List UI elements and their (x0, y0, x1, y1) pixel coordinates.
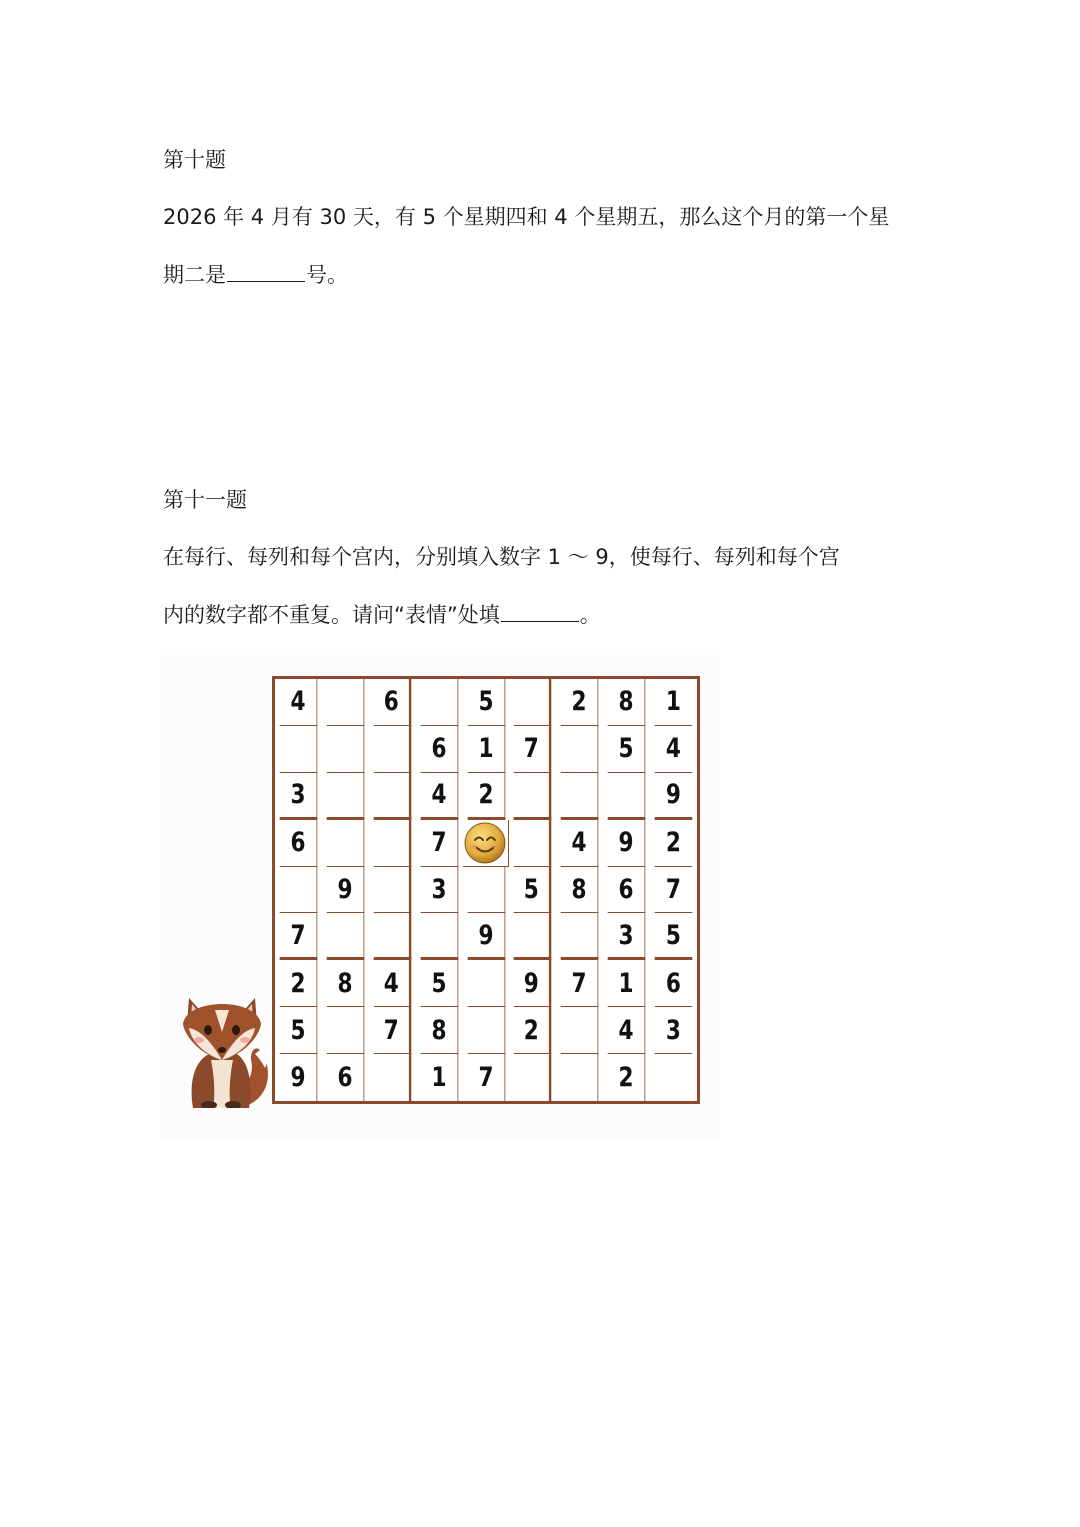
sudoku-cell-r8-c5 (467, 1007, 505, 1054)
fox-icon (175, 990, 271, 1108)
question-10-text-after-blank: 号。 (306, 263, 348, 287)
sudoku-digit: 8 (571, 873, 587, 905)
sudoku-cell-r1-c8 (608, 679, 646, 726)
sudoku-digit: 4 (431, 779, 447, 811)
sudoku-cell-r2-c9 (655, 726, 693, 773)
smiley-face-icon (463, 821, 507, 865)
sudoku-cell-r2-c4 (420, 726, 458, 773)
sudoku-cell-r7-c4 (420, 960, 458, 1007)
sudoku-cell-r6-c5 (467, 913, 505, 960)
question-10-title: 第十题 (163, 148, 226, 172)
sudoku-cell-r1-c3 (373, 679, 411, 726)
sudoku-digit: 1 (666, 686, 682, 718)
question-10-text-before-blank: 期二是 (163, 263, 226, 287)
sudoku-cell-r6-c6 (514, 913, 552, 960)
sudoku-digit: 7 (290, 919, 306, 951)
sudoku-cell-r7-c7 (561, 960, 599, 1007)
sudoku-cell-r2-c2 (327, 726, 365, 773)
sudoku-cell-r5-c9 (655, 867, 693, 914)
sudoku-cell-r4-c7 (561, 820, 599, 867)
question-11-text-line2 (163, 599, 601, 630)
question-11-title: 第十一题 (163, 488, 247, 512)
sudoku-cell-r7-c8 (608, 960, 646, 1007)
sudoku-digit: 2 (571, 686, 587, 718)
sudoku-digit: 4 (383, 967, 399, 999)
sudoku-digit: 2 (618, 1062, 634, 1094)
sudoku-cell-r3-c3 (373, 773, 411, 820)
sudoku-cell-r2-c1 (280, 726, 318, 773)
sudoku-digit: 5 (524, 873, 540, 905)
sudoku-cell-r3-c7 (561, 773, 599, 820)
sudoku-cell-r4-c2 (327, 820, 365, 867)
sudoku-digit: 8 (337, 967, 353, 999)
sudoku-cell-r5-c3 (373, 867, 411, 914)
sudoku-cell-r8-c9 (655, 1007, 693, 1054)
sudoku-cell-r3-c2 (327, 773, 365, 820)
sudoku-cell-r5-c6 (514, 867, 552, 914)
sudoku-cell-r6-c2 (327, 913, 365, 960)
sudoku-digit: 6 (431, 733, 447, 765)
sudoku-cell-r1-c5 (467, 679, 505, 726)
sudoku-digit: 5 (666, 919, 682, 951)
sudoku-cell-r9-c8 (608, 1054, 646, 1101)
sudoku-cell-r3-c8 (608, 773, 646, 820)
question-11-text-after-blank: 。 (579, 603, 601, 627)
sudoku-digit: 9 (290, 1062, 306, 1094)
sudoku-digit: 1 (431, 1062, 447, 1094)
sudoku-digit: 7 (383, 1014, 399, 1046)
sudoku-digit: 4 (666, 733, 682, 765)
sudoku-cell-r7-c6 (514, 960, 552, 1007)
question-10-text-line1: 2026 年 4 月有 30 天，有 5 个星期四和 4 个星期五，那么这个月的第一个星 (163, 205, 890, 229)
sudoku-digit: 3 (290, 779, 306, 811)
sudoku-digit: 5 (618, 733, 634, 765)
sudoku-cell-r5-c8 (608, 867, 646, 914)
sudoku-digit: 4 (571, 827, 587, 859)
sudoku-cell-r1-c4 (420, 679, 458, 726)
sudoku-cell-r9-c5 (467, 1054, 505, 1101)
sudoku-cell-r9-c2 (327, 1054, 365, 1101)
sudoku-digit: 5 (431, 967, 447, 999)
sudoku-cell-r2-c5 (467, 726, 505, 773)
sudoku-cell-r2-c6 (514, 726, 552, 773)
sudoku-digit: 3 (431, 873, 447, 905)
sudoku-digit: 7 (666, 873, 682, 905)
sudoku-cell-r4-c8 (608, 820, 646, 867)
sudoku-cell-r8-c4 (420, 1007, 458, 1054)
sudoku-cell-r6-c7 (561, 913, 599, 960)
sudoku-cell-r4-c4 (420, 820, 458, 867)
sudoku-cell-r6-c4 (420, 913, 458, 960)
sudoku-digit: 2 (524, 1014, 540, 1046)
sudoku-digit: 9 (666, 779, 682, 811)
sudoku-digit: 3 (666, 1014, 682, 1046)
sudoku-cell-r2-c8 (608, 726, 646, 773)
sudoku-grid (272, 676, 700, 1104)
sudoku-cell-r9-c1 (280, 1054, 318, 1101)
sudoku-cell-r7-c3 (373, 960, 411, 1007)
question-10-answer-blank[interactable] (227, 259, 305, 282)
question-11-text-before-blank: 内的数字都不重复。请问“表情”处填 (163, 603, 500, 627)
sudoku-digit: 1 (618, 967, 634, 999)
sudoku-digit: 7 (571, 967, 587, 999)
sudoku-cell-r9-c3 (373, 1054, 411, 1101)
sudoku-digit: 9 (478, 919, 494, 951)
sudoku-cell-r9-c9 (655, 1054, 693, 1101)
sudoku-cell-r5-c4 (420, 867, 458, 914)
sudoku-digit: 9 (618, 827, 634, 859)
sudoku-digit: 5 (290, 1014, 306, 1046)
sudoku-cell-r9-c4 (420, 1054, 458, 1101)
sudoku-cell-r6-c9 (655, 913, 693, 960)
sudoku-cell-r9-c6 (514, 1054, 552, 1101)
sudoku-cell-r3-c5 (467, 773, 505, 820)
sudoku-digit: 6 (290, 827, 306, 859)
sudoku-digit: 9 (337, 873, 353, 905)
sudoku-cell-r8-c7 (561, 1007, 599, 1054)
sudoku-digit: 9 (524, 967, 540, 999)
sudoku-cell-r1-c7 (561, 679, 599, 726)
sudoku-cell-r3-c6 (514, 773, 552, 820)
sudoku-cell-r1-c6 (514, 679, 552, 726)
sudoku-digit: 7 (524, 733, 540, 765)
sudoku-cell-r8-c6 (514, 1007, 552, 1054)
sudoku-cell-r8-c2 (327, 1007, 365, 1054)
question-11-answer-blank[interactable] (501, 599, 579, 622)
sudoku-digit: 2 (478, 779, 494, 811)
sudoku-cell-r5-c7 (561, 867, 599, 914)
sudoku-digit: 3 (618, 919, 634, 951)
sudoku-cell-r6-c3 (373, 913, 411, 960)
sudoku-cell-r8-c8 (608, 1007, 646, 1054)
question-11-text-line1: 在每行、每列和每个宫内，分别填入数字 1 ～ 9，使每行、每列和每个宫 (163, 545, 840, 569)
sudoku-cell-r5-c5 (467, 867, 505, 914)
sudoku-cell-r4-c6 (514, 820, 552, 867)
sudoku-cell-r6-c8 (608, 913, 646, 960)
sudoku-cell-r5-c1 (280, 867, 318, 914)
sudoku-digit: 6 (618, 873, 634, 905)
sudoku-digit: 8 (618, 686, 634, 718)
sudoku-digit: 8 (431, 1014, 447, 1046)
sudoku-cell-r4-c9 (655, 820, 693, 867)
question-10-text-line2 (163, 259, 348, 290)
sudoku-cell-r1-c2 (327, 679, 365, 726)
sudoku-cell-r9-c7 (561, 1054, 599, 1101)
sudoku-cell-r6-c1 (280, 913, 318, 960)
sudoku-cell-r4-c3 (373, 820, 411, 867)
sudoku-digit: 6 (383, 686, 399, 718)
sudoku-digit: 1 (478, 733, 494, 765)
sudoku-cell-r7-c9 (655, 960, 693, 1007)
sudoku-cell-r8-c3 (373, 1007, 411, 1054)
sudoku-cell-r2-c7 (561, 726, 599, 773)
sudoku-digit: 6 (337, 1062, 353, 1094)
sudoku-cell-r1-c9 (655, 679, 693, 726)
sudoku-cell-r1-c1 (280, 679, 318, 726)
sudoku-cell-r5-c2 (327, 867, 365, 914)
sudoku-digit: 2 (666, 827, 682, 859)
sudoku-digit: 5 (478, 686, 494, 718)
sudoku-cell-r3-c4 (420, 773, 458, 820)
sudoku-cell-r3-c1 (280, 773, 318, 820)
sudoku-cell-r4-c5 (463, 820, 510, 867)
sudoku-cell-r7-c1 (280, 960, 318, 1007)
sudoku-cell-r8-c1 (280, 1007, 318, 1054)
sudoku-digit: 2 (290, 967, 306, 999)
sudoku-cell-r2-c3 (373, 726, 411, 773)
sudoku-cell-r7-c2 (327, 960, 365, 1007)
sudoku-cell-r7-c5 (467, 960, 505, 1007)
sudoku-digit: 4 (290, 686, 306, 718)
sudoku-digit: 6 (666, 967, 682, 999)
sudoku-digit: 7 (431, 827, 447, 859)
sudoku-digit: 7 (478, 1062, 494, 1094)
sudoku-cell-r3-c9 (655, 773, 693, 820)
sudoku-digit: 4 (618, 1014, 634, 1046)
sudoku-cell-r4-c1 (280, 820, 318, 867)
